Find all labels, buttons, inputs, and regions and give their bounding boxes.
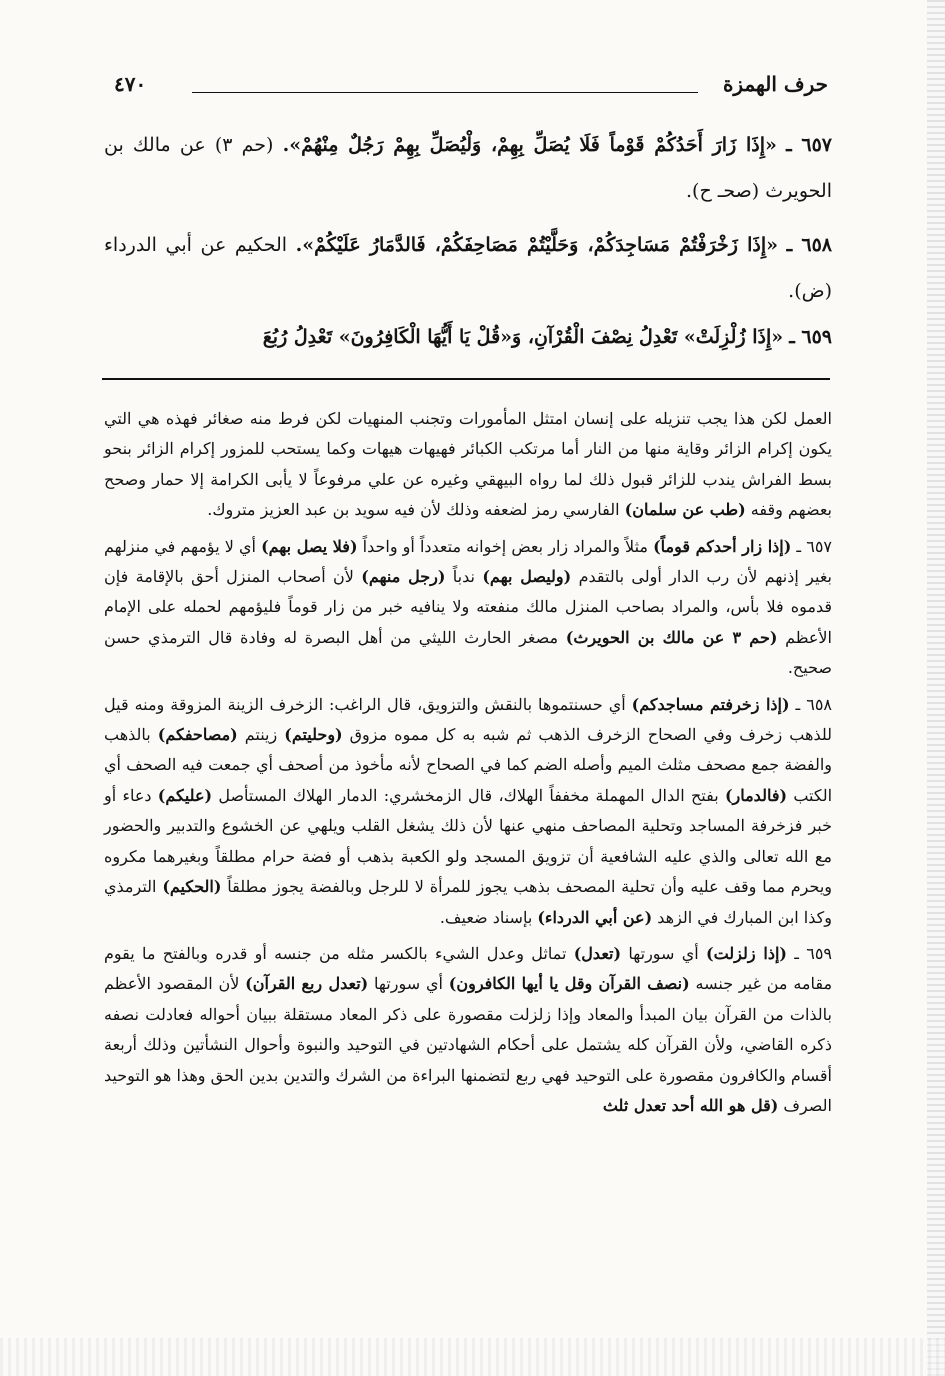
commentary-bold-phrase: (وحليتم) [284, 725, 343, 745]
commentary-bold-phrase: (رجل منهم) [361, 567, 446, 587]
hadith-source: الحكيم عن أبي الدرداء (ض). [104, 234, 832, 302]
page-number: ٤٧٠ [114, 72, 147, 96]
hadith-text: «إِذَا زَارَ أَحَدُكُمْ قَوْماً فَلَا يُصَلِّ بِهِمْ، وَلْيُصَلِّ بِهِمْ رَجُلٌ مِنْهُمْ». [282, 134, 777, 156]
commentary-text: الترمذي وكذا ابن المبارك في الزهد [104, 877, 832, 927]
hadith-659 [104, 314, 832, 360]
commentary-bold-phrase: (إذا زلزلت) [706, 943, 787, 963]
commentary-text: تماثل وعدل الشيء بالكسر مثله من جنسه أو قدره وبالفتح ما يقوم مقامه من غير جنسه [104, 943, 833, 994]
commentary-bold-phrase: (تعدل ربع القرآن) [245, 974, 369, 994]
commentary-bold-phrase: (عن أبي الدرداء) [537, 907, 653, 927]
commentary-text: دعاء أو خبر فزخرفة المساجد وتحلية المصاحف منهي عنها لأن ذلك يشغل القلب ويلهي عن الخشوع والتدبير والحضور مع الله تعالى والذي عليه الشافعية أن تزويق المسجد ولو الكعبة بذهب أو فضة حرام مطلقاً وبغيرهما مكروه ويحرم مما وقف عليه وأن تحلية المصحف بذهب يجوز للمرأة لا للرجل وبالفضة يجوز مطلقاً [104, 785, 832, 897]
commentary-text: أي سورتها [621, 943, 707, 963]
commentary-bold-phrase: (مصاحفكم) [157, 725, 238, 745]
chapter-title: حرف الهمزة [722, 72, 828, 96]
commentary-text: بإسناد ضعيف. [439, 907, 538, 927]
commentary-bold-phrase: (تعدل) [573, 943, 622, 963]
commentary-bold-phrase: (إذا زخرفتم مساجدكم) [631, 694, 790, 714]
commentary-text: بفتح الدال المهملة مخففاً الهلاك، قال الزمخشري: الدمار الهلاك المستأصل [212, 785, 725, 805]
scan-edge-bottom [0, 1338, 945, 1376]
commentary-bold-phrase: (فلا يصل بهم) [261, 536, 358, 556]
commentary-bold-phrase: (نصف القرآن وقل يا أيها الكافرون) [448, 974, 690, 994]
commentary [104, 404, 832, 1127]
running-header [80, 68, 828, 102]
hadith-source: (حم ٣) عن مالك بن الحويرث (صحـ ح). [104, 134, 832, 202]
commentary-text: أي لا يؤمهم في منزلهم بغير إذنهم لأن رب الدار أولى بالتقدم [104, 536, 833, 587]
commentary-text: لأن المقصود الأعظم بالذات من القرآن بيان المبدأ والمعاد وإذا زلزلت مقصورة على ذكر المعاد مستقلة ببيان أحواله فعادلت نصفه ذكره القاضي، ولأن القرآن كله يشتمل على أحكام الشهادتين في التوحيد والنبوة وأحوال النشأتين وذلك أربعة أقسام والكافرون مقصورة على التوحيد فهي ربع لتضمنها البراءة من الشرك والتدين بدين الحق وهذا هو التوحيد الصرف [104, 974, 832, 1115]
commentary-source: (طب عن سلمان) [624, 500, 746, 520]
commentary-text: أي سورتها [368, 974, 449, 994]
commentary-bold-phrase: (عليكم) [157, 785, 213, 805]
commentary-text: الفارسي رمز لضعفه وذلك لأن فيه سويد بن عبد العزيز متروك. [207, 500, 620, 520]
commentary-paragraph-continued [104, 404, 832, 526]
hadith-text: «إِذَا زُلْزِلَتْ» تَعْدِلُ نِصْفَ الْقُرْآنِ، وَ«قُلْ يَا أَيُّهَا الْكَافِرُونَ» تَعْدِلُ رُبُعَ [262, 326, 784, 348]
hadith-number: ٦٥٧ ـ [786, 134, 832, 156]
commentary-text: بالذهب والفضة جمع مصحف مثلث الميم وأصله الضم كما في الصحاح لأنه مأخوذ من أصحف أي جمعت فيه الصحف أي الكتب [104, 725, 833, 805]
commentary-bold-phrase: (إذا زار أحدكم قوماً) [653, 536, 792, 556]
commentary-text: زينتم [237, 725, 285, 745]
commentary-text: ٦٥٩ ـ [786, 943, 833, 963]
hadith-657 [104, 122, 832, 214]
commentary-text: ٦٥٨ ـ [789, 694, 833, 714]
commentary-paragraph-658 [104, 690, 832, 933]
commentary-text: ندباً [445, 567, 483, 587]
hadith-number: ٦٥٩ ـ [789, 326, 832, 348]
hadith-number: ٦٥٨ ـ [786, 234, 832, 256]
commentary-text: ٦٥٧ ـ [791, 536, 832, 556]
commentary-bold-phrase: (حم ٣ عن مالك بن الحويرث) [565, 627, 778, 647]
hadith-text: «إِذَا زَخْرَفْتُمْ مَسَاجِدَكُمْ، وَحَلَّيْتُمْ مَصَاحِفَكُمْ، فَالدَّمَارُ عَلَيْكُمْ». [295, 234, 779, 256]
commentary-text: مثلاً والمراد زار بعض إخوانه متعدداً أو واحداً [357, 536, 654, 556]
hadith-658 [104, 222, 832, 314]
commentary-bold-phrase: (الحكيم) [162, 877, 222, 897]
footnote-separator [102, 378, 830, 380]
commentary-bold-phrase: (فالدمار) [724, 785, 788, 805]
commentary-paragraph-657 [104, 532, 832, 684]
commentary-bold-phrase: (وليصل بهم) [482, 567, 572, 587]
commentary-text: العمل لكن هذا يجب تنزيله على إنسان امتثل المأمورات وتجنب المنهيات لكن فرط منه صغائر فهذه هي التي يكون إكرام الزائر وقاية منها من النار أما مرتكب الكبائر فهيهات هيهات وكما يستحب للمزور إكرام الزائر بنحو بسط الفراش يندب للزائر قبول ذلك لما رواه البيهقي وغيره عن علي مرفوعاً لا يأبى الكرامة إلا حمار وصحح بعضهم وقفه [104, 409, 833, 520]
header-rule [192, 92, 698, 93]
scan-edge-right [927, 0, 945, 1376]
commentary-paragraph-659 [104, 939, 832, 1121]
commentary-bold-phrase: (قل هو الله أحد تعدل ثلث [602, 1095, 779, 1115]
commentary-text: لأن أصحاب المنزل أحق بالإقامة فإن قدموه فلا بأس، والمراد بصاحب المنزل مالك منفعته ولا ينافيه خبر من زار قوماً فليؤمهم لحمله على الإمام الأعظم [104, 567, 832, 647]
commentary-text: مصغر الحارث الليثي من أهل البصرة له وفادة قال الترمذي حسن صحيح. [104, 627, 832, 678]
commentary-text: أي حسنتموها بالنقش والتزويق، قال الراغب: الزخرف الزينة المزوقة ومنه قيل للذهب زخرف وفي الصحاح الزخرف الذهب ثم شبه به كل مموه مزوق [104, 694, 833, 745]
